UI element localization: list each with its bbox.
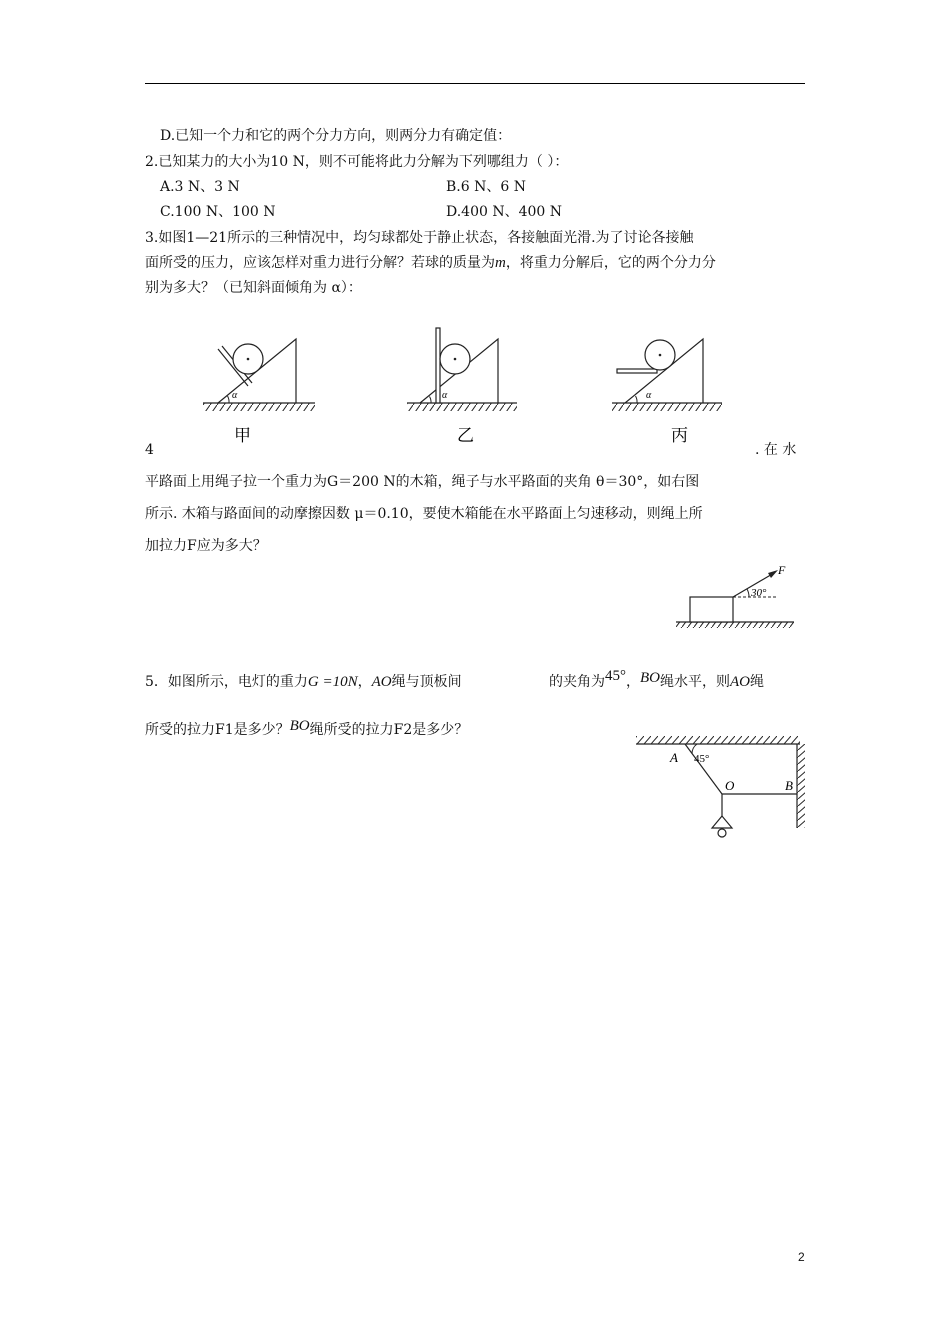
q3-line2-text-b: ，将重力分解后，它的两个分力分 [505,255,716,271]
q5-line1-part1 [145,672,462,692]
wall-hatch [797,744,805,828]
diagram-bing [612,339,722,445]
q4-line4: 加拉力F应为多大？ [145,538,267,554]
ceiling-hatch [636,736,800,744]
q3-line3: 别为多大？（已知斜面倾角为 α）： [145,280,362,296]
label-a: A [670,750,678,765]
lamp-bulb [718,829,726,837]
q5-ao2: AO [730,674,750,690]
q3-mass-symbol: m [495,255,506,271]
q5-gravity: G =10N [307,674,358,690]
ground-hatch [612,403,722,411]
q5-ao: AO [371,674,392,690]
q1-option-d: D.已知一个力和它的两个分力方向，则两分力有确定值： [160,128,512,144]
q5-line1-part2 [549,668,764,692]
q5-text-i: 绳所受的拉力F2是多少？ [309,722,469,738]
force-label: F [778,563,786,577]
q5-text-f: 绳水平，则 [660,674,730,690]
angle-label: α [646,390,652,401]
q5-text-d: 的夹角为 [549,674,605,690]
q5-text-e: ， [626,674,640,690]
q4-figure [670,563,810,633]
q5-text-g: 绳 [750,674,764,690]
q4-number: 4 [145,442,154,458]
q5-angle: 45° [605,668,626,684]
crate [690,597,733,622]
q5-text-a: 5．如图所示，电灯的重力 [145,674,308,690]
q5-text-h: 所受的拉力F1是多少？ [145,722,290,738]
q5-text-c: 绳与顶板间 [391,674,462,690]
ground-hatch [676,622,794,628]
q3-line2 [145,253,716,273]
label-b: B [785,778,793,793]
q4-line2: 平路面上用绳子拉一个重力为G＝200 N的木箱，绳子与水平路面的夹角 θ＝30°，如右图 [145,474,700,490]
arrow-head [768,570,778,578]
angle-label: α [442,390,448,401]
vertical-board [436,328,440,403]
caption-jia: 甲 [234,426,251,445]
diagram-jia [203,339,315,445]
q4-line1-end: . 在 水 [755,442,797,458]
q3-line1: 3.如图1—21所示的三种情况中，均匀球都处于静止状态，各接触面光滑.为了讨论各接触 [145,230,694,246]
horizontal-board [617,369,657,373]
caption-bing: 丙 [671,426,688,445]
angle-label: α [232,390,238,401]
q4-line3: 所示. 木箱与路面间的动摩擦因数 μ＝0.10，要使木箱能在水平路面上匀速移动，则绳上所 [145,506,703,522]
rope-ao [685,744,722,794]
q2-option-b: B.6 N、6 N [446,179,526,195]
ground-hatch [407,403,517,411]
q5-text-b: ， [357,674,372,690]
caption-yi: 乙 [457,426,474,445]
q2-stem: 2.已知某力的大小为10 N，则不可能将此力分解为下列哪组力（ ）： [145,154,569,170]
page-number: 2 [798,1250,805,1264]
label-o: O [725,778,735,793]
diagram-yi [407,328,517,445]
lamp-shade [712,816,732,828]
q5-line2 [145,720,468,740]
q3-line2-text-a: 面所受的压力，应该怎样对重力进行分解？若球的质量为 [145,255,495,271]
q3-figure [0,325,950,445]
ground-hatch [203,403,315,411]
angle-label: 45° [694,753,710,765]
q2-option-c: C.100 N、100 N [160,204,276,220]
q2-option-d: D.400 N、400 N [446,204,563,220]
q5-bo2: BO [289,718,310,734]
q5-bo: BO [640,670,660,686]
header-rule [145,83,805,84]
q2-option-a: A.3 N、3 N [160,179,240,195]
q5-figure [630,736,810,846]
angle-label: 30° [751,587,767,599]
